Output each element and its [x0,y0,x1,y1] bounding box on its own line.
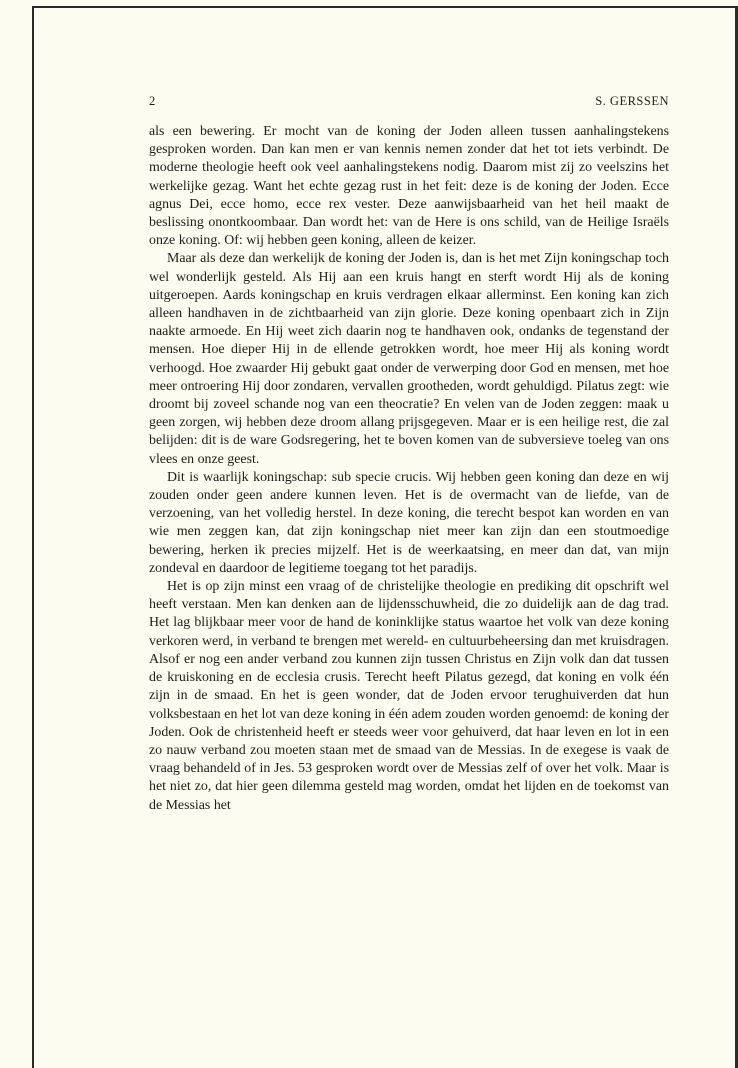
author-name: S. GERSSEN [595,94,669,108]
paragraph: als een bewering. Er mocht van de koning der Joden alleen tussen aanhalingstekens gesproken worden. Dan kan men er van kennis nemen zonder dat het tot iets verbindt. De moderne theologie heeft ook veel aanhalingstekens nodig. Daarom mist zij zo veelszins het werkelijke gezag. Want het echte gezag rust in het feit: deze is de koning der Joden. Ecce agnus Dei, ecce homo, ecce rex vester. Deze aanwijsbaarheid van het heil maakt de beslissing onontkoombaar. Dan wordt het: van de Here is ons schild, van de Heilige Israëls onze koning. Of: wij hebben geen koning, alleen de keizer. [149,124,669,249]
paragraph: Maar als deze dan werkelijk de koning der Joden is, dan is het met Zijn koningschap toch wel wonderlijk gesteld. Als Hij aan een kruis hangt en sterft wordt Hij als de koning uitgeroepen. Aards koningschap en kruis verdragen elkaar allerminst. Een koning kan zich alleen handhaven in de zichtbaarheid van zijn glorie. Deze koning openbaart zich in Zijn naakte armoede. En Hij weet zich daarin nog te handhaven ook, ondanks de tegenstand der mensen. Hoe dieper Hij in de ellende getrokken wordt, hoe meer Hij als koning wordt verhoogd. Hoe zwaarder Hij gebukt gaat onder de verwerping door God en mensen, met hoe meer ontroering Hij door zondaren, vervallen grootheden, wordt gehuldigd. Pilatus zegt: wie droomt bij zoveel schande nog van een theocratie? En velen van de Joden zeggen: maak u geen zorgen, wij hebben deze droom allang prijsgegeven. Maar er is een heilige rest, die zal belijden: dit is de ware Godsregering, het te boven komen van de subversieve toeleg van ons vlees en onze geest. [149,251,669,467]
document-page [149,93,669,815]
paragraph: Dit is waarlijk koningschap: sub specie crucis. Wij hebben geen koning dan deze en wij zouden onder geen andere kunnen leven. Het is de overmacht van de liefde, van de verzoening, van het volledig herstel. In deze koning, die terecht bespot kan worden en van wie men zeggen kan, dat zijn koningschap niet meer kan zijn dan een stoutmoedige bewering, herken ik precies mijzelf. Het is de weerkaatsing, en meer dan dat, van mijn zondeval en daardoor de legitieme toegang tot het paradijs. [149,469,669,576]
running-header [149,93,669,109]
scan-border-left [32,6,34,1068]
scan-border-top [32,6,738,8]
body-text [149,123,669,815]
page-number: 2 [149,94,156,108]
paragraph: Het is op zijn minst een vraag of de christelijke theologie en prediking dit opschrift wel heeft verstaan. Men kan denken aan de lijdensschuwheid, die zo duidelijk aan de dag trad. Het lag blijkbaar meer voor de hand de koninklijke status waartoe het volk van deze koning verkoren werd, in verband te brengen met wereld- en cultuurbeheersing dan met kruisdragen. Alsof er nog een ander verband zou kunnen zijn tussen Christus en Zijn volk dan dat tussen de kruiskoning en de ecclesia crusis. Terecht heeft Pilatus gezegd, dat koning en volk één zijn in de smaad. En het is geen wonder, dat de Joden ervoor terughuiverden dat hun volksbestaan en het lot van deze koning in één adem zouden worden genoemd: de koning der Joden. Ook de christenheid heeft er steeds weer voor gehuiverd, dat haar leven en lot in een zo nauw verband zou moeten staan met de smaad van de Messias. In de exegese is vaak de vraag behandeld of in Jes. 53 gesproken wordt over de Messias zelf of over het volk. Maar is het niet zo, dat hier geen dilemma gesteld mag worden, omdat het lijden en de toekomst van de Messias het [149,579,669,813]
